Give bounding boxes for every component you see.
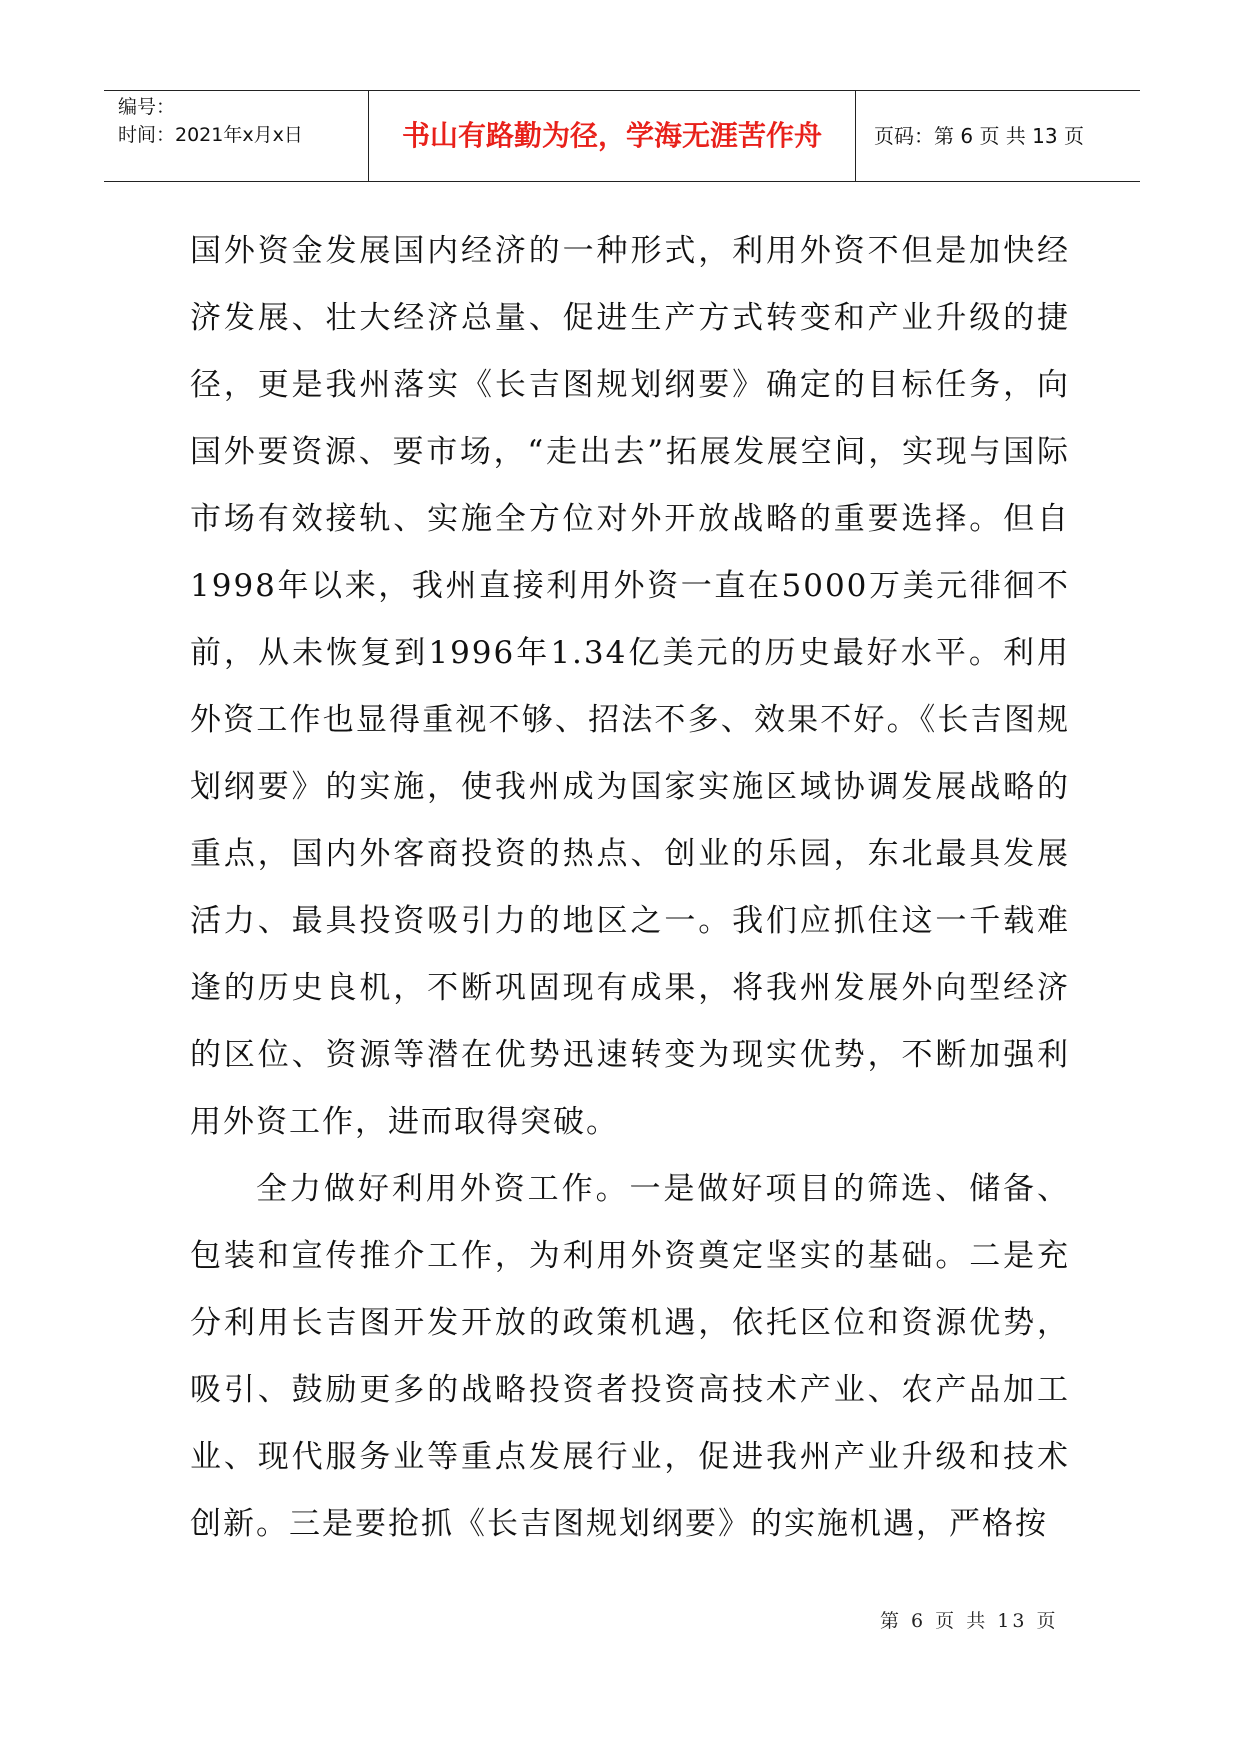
document-number-label: 编号： (118, 96, 176, 118)
body-paragraph-2: 全力做好利用外资工作。一是做好项目的筛选、储备、包装和宣传推介工作，为利用外资奠定坚实的基础。二是充分利用长吉图开发开放的政策机遇，依托区位和资源优势，吸引、鼓励更多的战略投资者投资高技术产业、农产品加工业、现代服务业等重点发展行业，促进我州产业升级和技术创新。三是要抢抓《长吉图规划纲要》的实施机遇，严格按 (190, 1171, 1070, 1542)
header-divider-right (855, 91, 856, 181)
body-paragraph-1: 国外资金发展国内经济的一种形式，利用外资不但是加快经济发展、壮大经济总量、促进生产方式转变和产业升级的捷径，更是我州落实《长吉图规划纲要》确定的目标任务，向国外要资源、要市场，“走出去”拓展发展空间，实现与国际市场有效接轨、实施全方位对外开放战略的重要选择。但自1998年以来，我州直接利用外资一直在5000万美元徘徊不前，从未恢复到1996年1.34亿美元的历史最好水平。利用外资工作也显得重视不够、招法不多、效果不好。《长吉图规划纲要》的实施，使我州成为国家实施区域协调发展战略的重点，国内外客商投资的热点、创业的乐园，东北最具发展活力、最具投资吸引力的地区之一。我们应抓住这一千载难逢的历史良机，不断巩固现有成果，将我州发展外向型经济的区位、资源等潜在优势迅速转变为现实优势，不断加强利用外资工作，进而取得突破。 (190, 233, 1070, 1140)
page-footer: 第 6 页 共 13 页 (880, 1610, 1059, 1632)
header-divider-left (368, 91, 369, 181)
document-body (190, 218, 1070, 1558)
page-header (104, 90, 1140, 182)
header-page-info: 页码：第 6 页 共 13 页 (874, 124, 1084, 148)
document-time-label: 时间：2021年x月x日 (118, 124, 303, 146)
header-motto: 书山有路勤为径，学海无涯苦作舟 (401, 119, 822, 152)
